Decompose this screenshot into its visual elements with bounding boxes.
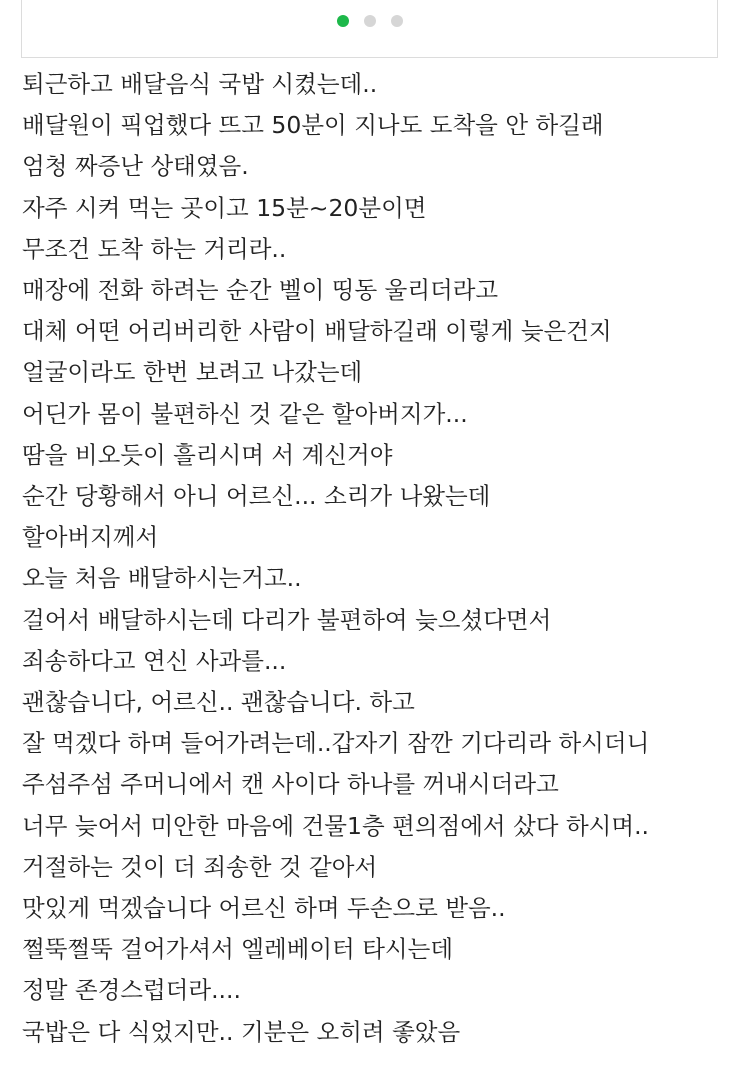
carousel-pagination (22, 15, 717, 27)
post-line: 어딘가 몸이 불편하신 것 같은 할아버지가... (22, 399, 468, 428)
post-line: 걸어서 배달하시는데 다리가 불편하여 늦으셨다면서 (22, 605, 552, 634)
post-line: 잘 먹겠다 하며 들어가려는데..갑자기 잠깐 기다리라 하시더니 (22, 729, 650, 758)
post-line: 괜찮습니다, 어르신.. 괜찮습니다. 하고 (22, 688, 415, 717)
post-line: 죄송하다고 연신 사과를... (22, 646, 287, 675)
carousel-dot-3[interactable] (391, 15, 403, 27)
post-line: 순간 당황해서 아니 어르신... 소리가 나왔는데 (22, 482, 491, 511)
post-line: 대체 어떤 어리버리한 사람이 배달하길래 이렇게 늦은건지 (22, 317, 612, 346)
post-line: 자주 시켜 먹는 곳이고 15분~20분이면 (22, 193, 427, 222)
post-line: 매장에 전화 하려는 순간 벨이 띵동 울리더라고 (22, 276, 499, 305)
image-carousel (21, 0, 718, 58)
post-line: 주섬주섬 주머니에서 캔 사이다 하나를 꺼내시더라고 (22, 770, 559, 799)
post-line: 국밥은 다 식었지만.. 기분은 오히려 좋았음 (22, 1017, 461, 1046)
post-line: 맛있게 먹겠습니다 어르신 하며 두손으로 받음.. (22, 894, 506, 923)
post-line: 엄청 짜증난 상태였음. (22, 152, 249, 181)
carousel-dot-2[interactable] (364, 15, 376, 27)
post-line: 너무 늦어서 미안한 마음에 건물1층 편의점에서 샀다 하시며.. (22, 811, 650, 840)
post-line: 오늘 처음 배달하시는거고.. (22, 564, 302, 593)
post-line: 얼굴이라도 한번 보려고 나갔는데 (22, 358, 363, 387)
post-line: 거절하는 것이 더 죄송한 것 같아서 (22, 852, 378, 881)
post-body (22, 64, 722, 1053)
carousel-dot-1[interactable] (337, 15, 349, 27)
post-line: 정말 존경스럽더라.... (22, 976, 241, 1005)
post-line: 쩔뚝쩔뚝 걸어가셔서 엘레베이터 타시는데 (22, 935, 454, 964)
post-line: 퇴근하고 배달음식 국밥 시켰는데.. (22, 70, 378, 98)
post-line: 배달원이 픽업했다 뜨고 50분이 지나도 도착을 안 하길래 (22, 111, 604, 140)
post-line: 무조건 도착 하는 거리라.. (22, 234, 287, 263)
post-line: 할아버지께서 (22, 523, 159, 552)
post-line: 땀을 비오듯이 흘리시며 서 계신거야 (22, 440, 393, 469)
